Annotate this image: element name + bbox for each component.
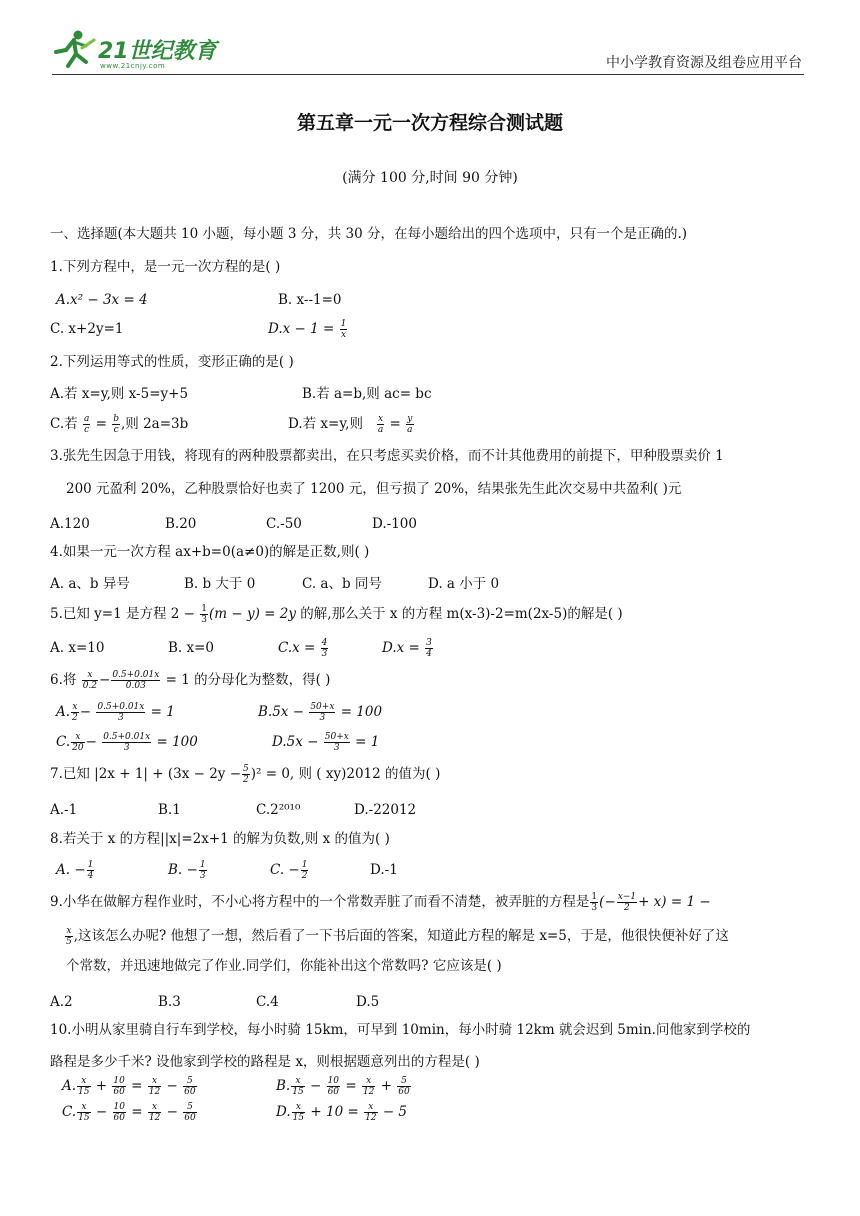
q5-option-d: D.x = $\frac{3}{4}$	[382, 638, 432, 659]
fraction: $\frac{x}{15}$	[78, 1076, 90, 1097]
fraction: $\frac{x}{12}$	[148, 1076, 161, 1097]
q6-stem: 6.将 $\frac{x}{0.2}$ − $\frac{0.5+0.01x}{0.03}$ = 1 的分母化为整数，得( )	[50, 670, 331, 691]
q4-option-b: B. b 大于 0	[184, 576, 256, 592]
platform-name: 中小学教育资源及组卷应用平台	[606, 55, 802, 71]
q7-option-b: B.1	[158, 802, 181, 818]
fraction: $\frac{10}{60}$	[113, 1102, 125, 1123]
fraction: $\frac{x}{15}$	[292, 1102, 305, 1123]
q2-option-c: C.若 $\frac{a}{c}$ = $\frac{b}{c}$ ,则 2a=3b	[50, 414, 189, 435]
fraction: $\frac{50+x}{3}$	[310, 702, 335, 723]
q2-option-a: A.若 x=y,则 x-5=y+5	[50, 386, 189, 402]
page-title: 第五章一元一次方程综合测试题	[296, 112, 563, 134]
q9-option-a: A.2	[50, 994, 73, 1010]
fraction: $\frac{b}{c}$	[113, 414, 119, 435]
q3-line-2: 200 元盈利 20%，乙种股票恰好也卖了 1200 元，但亏损了 20%，结果张先生此次交易中共盈利( )元	[66, 481, 682, 497]
q7-option-a: A.-1	[50, 802, 78, 818]
q3-option-d: D.-100	[372, 516, 417, 532]
q5-option-a: A. x=10	[50, 640, 105, 656]
q1-option-c: C. x+2y=1	[50, 321, 124, 337]
fraction: $\frac{10}{60}$	[327, 1076, 340, 1097]
fraction: $\frac{5}{60}$	[398, 1076, 410, 1097]
fraction: $\frac{x}{15}$	[292, 1076, 304, 1097]
q10-option-b: B. $\frac{x}{15}$ − $\frac{10}{60}$ = $\frac{x}{12}$ + $\frac{5}{60}$	[276, 1076, 410, 1097]
q5-stem: 5.已知 y=1 是方程 2 − $\frac{1}{3}$ (m − y) = 2y 的解,那么关于 x 的方程 m(x-3)-2=m(2x-5)的解是( )	[50, 604, 623, 625]
fraction: $\frac{1}{3}$	[199, 860, 206, 881]
q6-option-b: B.5x − $\frac{50+x}{3}$ = 100	[258, 702, 383, 723]
fraction: $\frac{x-1}{2}$	[617, 892, 637, 913]
header-divider	[52, 74, 804, 75]
q6-option-a: A. $\frac{x}{2}$ − $\frac{0.5+0.01x}{3}$ = 1	[56, 702, 175, 723]
q4-option-d: D. a 小于 0	[428, 576, 500, 592]
q8-stem: 8.若关于 x 的方程||x|=2x+1 的解为负数,则 x 的值为( )	[50, 831, 390, 847]
fraction: $\frac{0.5+0.01x}{3}$	[97, 702, 145, 723]
fraction: $\frac{x}{15}$	[78, 1102, 90, 1123]
section-heading: 一、选择题(本大题共 10 小题，每小题 3 分，共 30 分，在每小题给出的四个选项中，只有一个是正确的.)	[50, 226, 688, 242]
fraction: $\frac{5}{60}$	[184, 1076, 196, 1097]
fraction: $\frac{1}{4}$	[87, 860, 94, 881]
logo-text: 21世纪教育	[98, 39, 217, 64]
fraction: $\frac{x}{12}$	[362, 1076, 375, 1097]
q9-line-1: 9.小华在做解方程作业时，不小心将方程中的一个常数弄脏了而看不清楚，被弄脏的方程是 $\frac{1}{3}$ (− $\frac{x-1}{2}$ + x) = 1 −	[50, 892, 711, 913]
fraction: $\frac{1}{3}$	[201, 604, 208, 625]
q7-option-d: D.-22012	[354, 802, 417, 818]
fraction: $\frac{1}{x}$	[340, 319, 347, 340]
q8-option-c: C. − $\frac{1}{2}$	[270, 860, 308, 881]
fraction: $\frac{x}{5}$	[66, 926, 72, 947]
fraction: $\frac{1}{3}$	[591, 892, 598, 913]
q2-stem: 2.下列运用等式的性质，变形正确的是( )	[50, 354, 294, 370]
q10-option-c: C. $\frac{x}{15}$ − $\frac{10}{60}$ = $\frac{x}{12}$ − $\frac{5}{60}$	[62, 1102, 196, 1123]
runner-icon	[52, 28, 96, 72]
q5-option-c: C.x = $\frac{4}{3}$	[278, 638, 328, 659]
q9-option-c: C.4	[256, 994, 279, 1010]
q1-option-a: A.x² − 3x = 4	[56, 292, 148, 308]
q4-option-a: A. a、b 异号	[50, 576, 130, 592]
fraction: $\frac{0.5+0.01x}{0.03}$	[112, 670, 160, 691]
page-header	[0, 0, 860, 80]
q7-stem: 7.已知 |2x + 1| + (3x − 2y − $\frac{5}{2}$ )² = 0, 则 ( xy)2012 的值为( )	[50, 764, 441, 785]
q3-option-b: B.20	[165, 516, 197, 532]
fraction: $\frac{a}{c}$	[83, 414, 90, 435]
q9-line-3: 个常数，并迅速地做完了作业.同学们，你能补出这个常数吗? 它应该是( )	[66, 958, 502, 974]
q10-line-1: 10.小明从家里骑自行车到学校，每小时骑 15km，可早到 10min，每小时骑 12km 就会迟到 5min.问他家到学校的	[50, 1022, 751, 1038]
q1-option-b: B. x--1=0	[278, 292, 342, 308]
fraction: $\frac{3}{4}$	[426, 638, 432, 659]
q8-option-b: B. − $\frac{1}{3}$	[168, 860, 206, 881]
q9-option-b: B.3	[158, 994, 181, 1010]
q10-line-2: 路程是多少千米? 设他家到学校的路程是 x，则根据题意列出的方程是( )	[50, 1054, 480, 1070]
fraction: $\frac{10}{60}$	[113, 1076, 125, 1097]
fraction: $\frac{x}{0.2}$	[82, 670, 98, 691]
fraction: $\frac{4}{3}$	[321, 638, 328, 659]
fraction: $\frac{50+x}{3}$	[324, 732, 349, 753]
fraction: $\frac{x}{20}$	[72, 732, 84, 753]
fraction: $\frac{x}{2}$	[72, 702, 78, 723]
logo	[52, 28, 222, 76]
fraction: $\frac{y}{a}$	[407, 414, 413, 435]
q8-option-a: A. − $\frac{1}{4}$	[56, 860, 94, 881]
fraction: $\frac{x}{a}$	[377, 414, 384, 435]
q6-option-c: C. $\frac{x}{20}$ − $\frac{0.5+0.01x}{3}$ = 100	[56, 732, 198, 753]
q1-option-d	[268, 319, 348, 340]
q3-line-1: 3.张先生因急于用钱，将现有的两种股票都卖出，在只考虑买卖价格，而不计其他费用的前提下，甲种股票卖价 1	[50, 448, 724, 464]
page-subtitle: (满分 100 分,时间 90 分钟)	[342, 170, 518, 186]
fraction: $\frac{5}{60}$	[184, 1102, 196, 1123]
fraction: $\frac{0.5+0.01x}{3}$	[103, 732, 151, 753]
q1-d-text: D.x − 1 =	[268, 321, 339, 337]
fraction: $\frac{1}{2}$	[301, 860, 308, 881]
q7-option-c: C.2²⁰¹⁰	[256, 802, 301, 818]
logo-url: www.21cnjy.com	[100, 62, 166, 70]
q9-line-2: $\frac{x}{5}$ ,这该怎么办呢? 他想了一想，然后看了一下书后面的答案，知道此方程的解是 x=5，于是，他很快便补好了这	[66, 926, 729, 947]
fraction: $\frac{x}{12}$	[365, 1102, 377, 1123]
q10-option-d: D. $\frac{x}{15}$ + 10 = $\frac{x}{12}$ − 5	[276, 1102, 408, 1123]
fraction: $\frac{5}{2}$	[243, 764, 249, 785]
q5-option-b: B. x=0	[168, 640, 215, 656]
fraction: $\frac{x}{12}$	[148, 1102, 161, 1123]
q10-option-a: A. $\frac{x}{15}$ + $\frac{10}{60}$ = $\frac{x}{12}$ − $\frac{5}{60}$	[62, 1076, 196, 1097]
q3-option-a: A.120	[50, 516, 90, 532]
q2-option-b: B.若 a=b,则 ac= bc	[302, 386, 432, 402]
q6-option-d: D.5x − $\frac{50+x}{3}$ = 1	[272, 732, 380, 753]
q4-option-c: C. a、b 同号	[302, 576, 382, 592]
q4-stem: 4.如果一元一次方程 ax+b=0(a≠0)的解是正数,则( )	[50, 544, 370, 560]
q1-stem: 1.下列方程中，是一元一次方程的是( )	[50, 259, 281, 275]
q3-option-c: C.-50	[266, 516, 302, 532]
q2-option-d: D.若 x=y,则 $\frac{x}{a}$ = $\frac{y}{a}$	[288, 414, 413, 435]
q8-option-d: D.-1	[370, 862, 398, 878]
q9-option-d: D.5	[356, 994, 380, 1010]
